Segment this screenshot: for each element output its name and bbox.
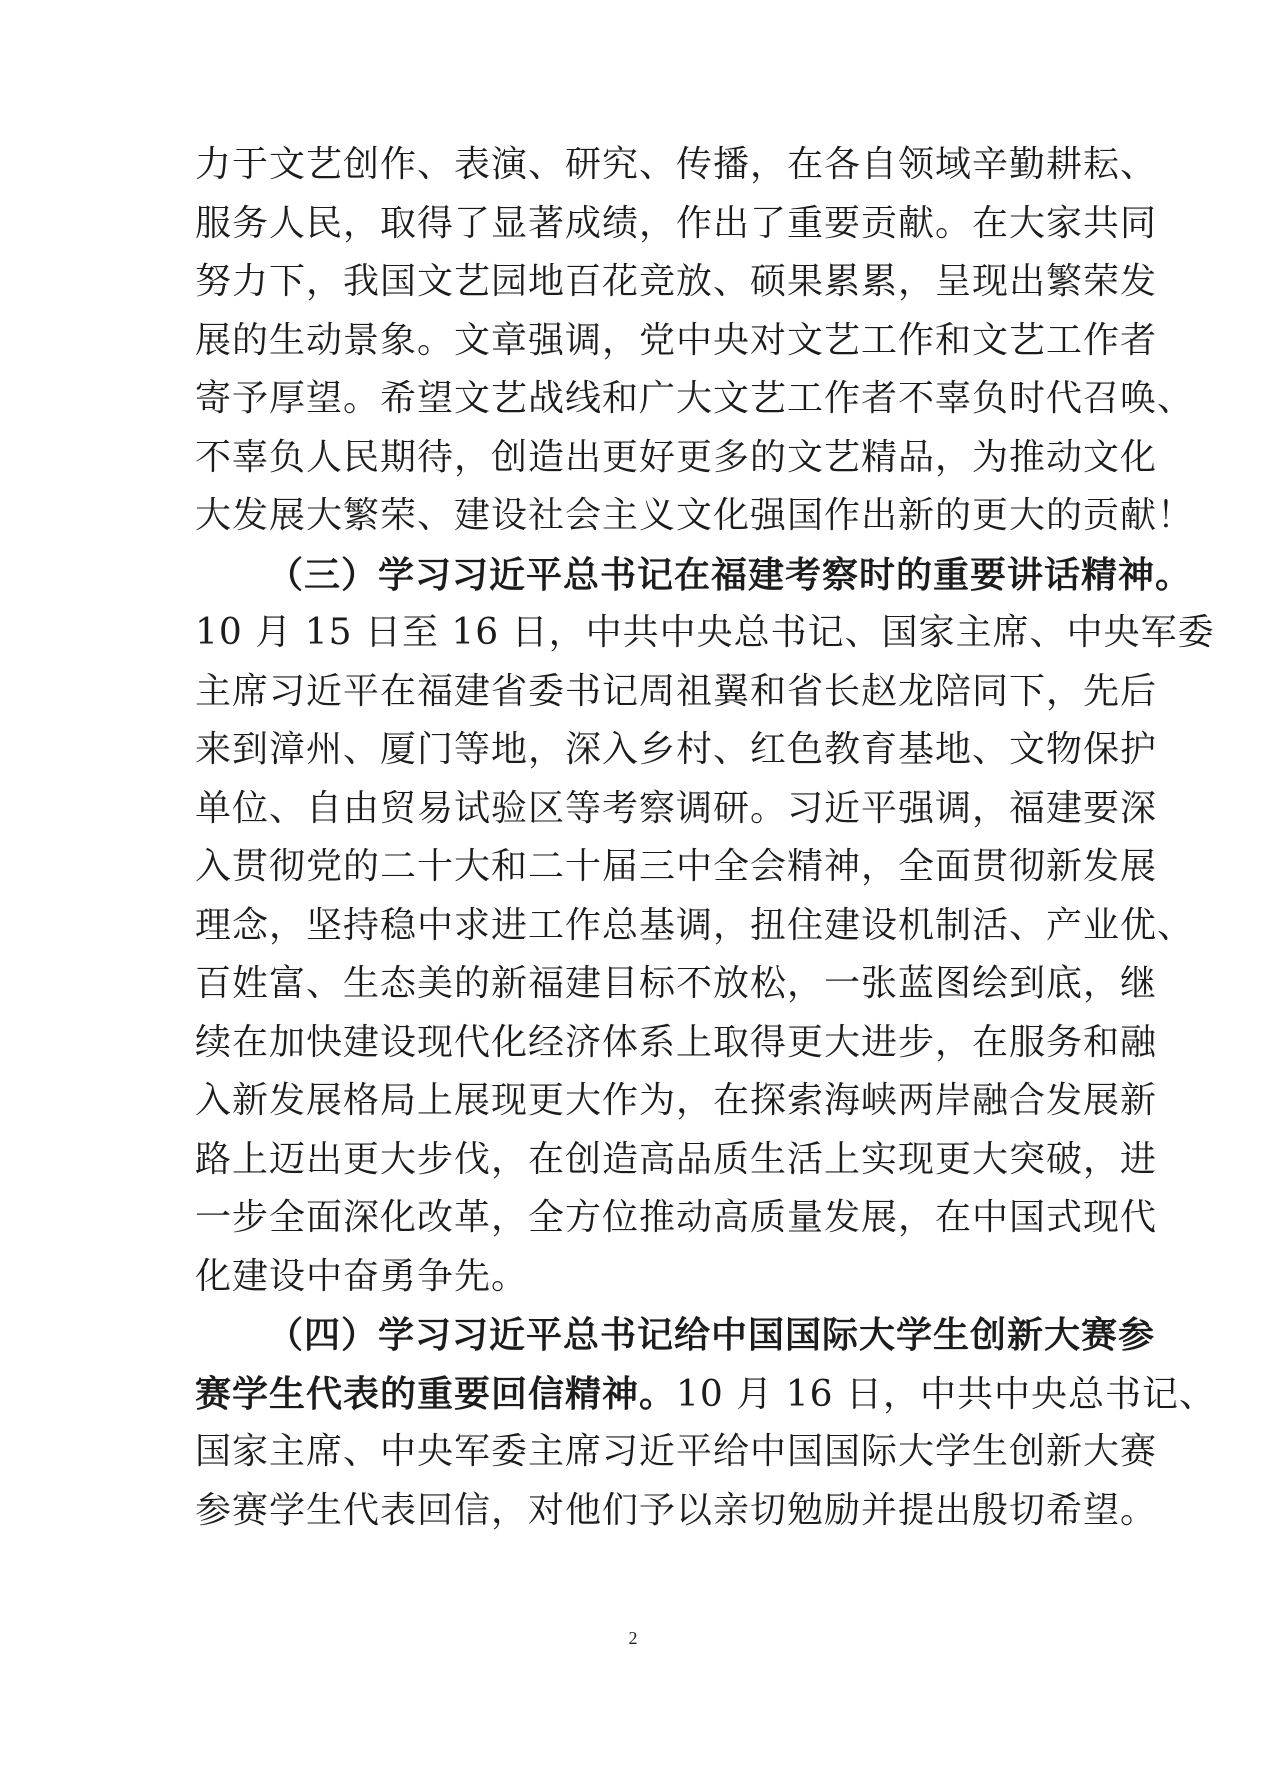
text-line: 力于文艺创作、表演、研究、传播，在各自领域辛勤耕耘、 (195, 144, 1158, 185)
section-heading-3 (195, 546, 1193, 605)
section-heading-4-continued (195, 1365, 1216, 1424)
text-line: 续在加快建设现代化经济体系上取得更大进步，在服务和融 (195, 1021, 1158, 1063)
text-line: 入新发展格局上展现更大作为，在探索海峡两岸融合发展新 (195, 1080, 1158, 1121)
text-line: 寄予厚望。希望文艺战线和广大文艺工作者不辜负时代召唤、 (195, 378, 1195, 419)
text-line: 单位、自由贸易试验区等考察调研。习近平强调，福建要深 (195, 787, 1158, 829)
body-text (195, 136, 1216, 1540)
text-line: 路上迈出更大步伐，在创造高品质生活上实现更大突破，进 (195, 1138, 1158, 1180)
text-line: 10 月 15 日至 16 日，中共中央总书记、国家主席、中央军委 (195, 612, 1215, 653)
text-line: 化建设中奋勇争先。 (195, 1255, 529, 1297)
text-line: 不辜负人民期待，创造出更好更多的文艺精品，为推动文化 (195, 436, 1158, 478)
text-line: 努力下，我国文艺园地百花竞放、硕果累累，呈现出繁荣发 (195, 261, 1158, 302)
heading-text: （四）学习习近平总书记给中国国际大学生创新大赛参 (267, 1314, 1156, 1356)
text-line: 参赛学生代表回信，对他们予以亲切勉励并提出殷切希望。 (195, 1489, 1158, 1531)
text-line: 服务人民，取得了显著成绩，作出了重要贡献。在大家共同 (195, 202, 1158, 244)
text-line: 主席习近平在福建省委书记周祖翼和省长赵龙陪同下，先后 (195, 670, 1158, 712)
heading-text: （三）学习习近平总书记在福建考察时的重要讲话精神。 (267, 553, 1193, 596)
text-line: 一步全面深化改革，全方位推动高质量发展，在中国式现代 (195, 1197, 1158, 1238)
section-heading-4 (195, 1306, 1156, 1365)
heading-tail-text: 10 月 16 日，中共中央总书记、 (676, 1373, 1216, 1415)
text-line: 入贯彻党的二十大和二十届三中全会精神，全面贯彻新发展 (195, 846, 1158, 887)
text-line: 百姓富、生态美的新福建目标不放松，一张蓝图绘到底，继 (195, 963, 1158, 1004)
text-line: 理念，坚持稳中求进工作总基调，扭住建设机制活、产业优、 (195, 904, 1195, 946)
heading-text: 赛学生代表的重要回信精神。 (195, 1372, 677, 1415)
text-line: 大发展大繁荣、建设社会主义文化强国作出新的更大的贡献！ (195, 495, 1195, 536)
text-line: 来到漳州、厦门等地，深入乡村、红色教育基地、文物保护 (195, 729, 1158, 770)
text-line: 国家主席、中央军委主席习近平给中国国际大学生创新大赛 (195, 1431, 1158, 1472)
page-number: 2 (628, 1628, 638, 1648)
text-line: 展的生动景象。文章强调，党中央对文艺工作和文艺工作者 (195, 319, 1158, 361)
